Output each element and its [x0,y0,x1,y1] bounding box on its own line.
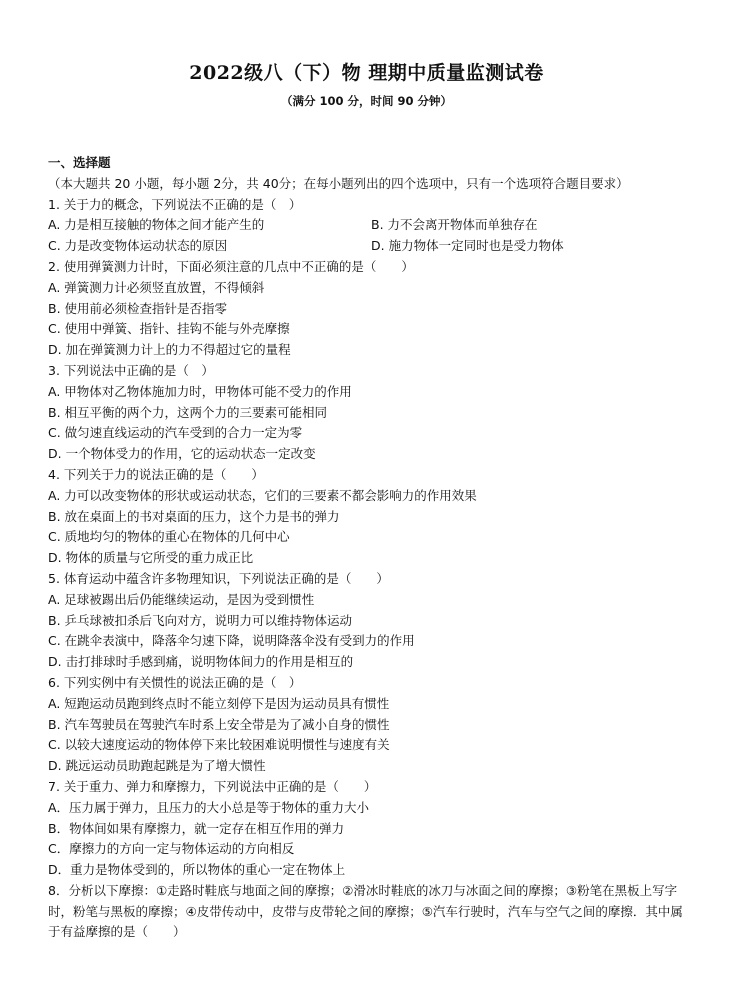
option-row [48,215,688,236]
option-c: C. 力是改变物体运动状态的原因 [48,238,228,254]
option-a: A. 力是相互接触的物体之间才能产生的 [48,217,265,233]
option-a: A．压力属于弹力，且压力的大小总是等于物体的重力大小 [48,799,370,815]
option-c: C. 做匀速直线运动的汽车受到的合力一定为零 [48,425,303,441]
option-d: D. 一个物体受力的作用，它的运动状态一定改变 [48,446,316,462]
question-stem: 1. 关于力的概念，下列说法不正确的是（ ） [48,196,302,212]
exam-subtitle: （满分 100 分，时间 90 分钟） [280,94,453,108]
option-b: B. 力不会离开物体而单独存在 [371,217,538,233]
option-a: A. 甲物体对乙物体施加力时，甲物体可能不受力的作用 [48,383,352,399]
section-intro [48,153,688,195]
question-stem: 6. 下列实例中有关惯性的说法正确的是（ ） [48,674,302,690]
exam-title: 2022级八（下）物 理期中质量监测试卷 [189,62,544,84]
question-stem: 7. 关于重力、弹力和摩擦力，下列说法中正确的是（ ） [48,778,377,794]
option-c: C. 质地均匀的物体的重心在物体的几何中心 [48,529,290,545]
question-stem: 5. 体育运动中蕴含许多物理知识，下列说法正确的是（ ） [48,570,389,586]
option-b: B. 使用前必须检查指针是否指零 [48,300,228,316]
option-d: D．重力是物体受到的，所以物体的重心一定在物体上 [48,862,346,878]
question-stem: 2. 使用弹簧测力计时，下面必须注意的几点中不正确的是（ ） [48,258,414,274]
option-a: A. 足球被踢出后仍能继续运动，是因为受到惯性 [48,591,315,607]
option-row [48,236,688,257]
option-a: A. 力可以改变物体的形状或运动状态，它们的三要素不都会影响力的作用效果 [48,487,477,503]
option-d: D. 施力物体一定同时也是受力物体 [371,238,564,254]
option-b: B. 相互平衡的两个力，这两个力的三要素可能相同 [48,404,328,420]
question-stem: 3. 下列说法中正确的是（ ） [48,362,214,378]
option-b: B. 汽车驾驶员在驾驶汽车时系上安全带是为了减小自身的惯性 [48,716,390,732]
question-stem: 8．分析以下摩擦：①走路时鞋底与地面之间的摩擦；②滑冰时鞋底的冰刀与冰面之间的摩擦；③粉笔在黑板上写字时，粉笔与黑板的摩擦；④皮带传动中，皮带与皮带轮之间的摩擦；⑤汽车行驶时，汽车与空气之间的摩擦．其中属于有益摩擦的是（ ） [48,882,683,940]
option-c: C. 使用中弹簧、指针、挂钩不能与外壳摩擦 [48,321,290,337]
question-stem: 4. 下列关于力的说法正确的是（ ） [48,466,264,482]
exam-content [48,153,688,943]
option-b: B．物体间如果有摩擦力，就一定存在相互作用的弹力 [48,820,345,836]
option-c: C. 在跳伞表演中，降落伞匀速下降，说明降落伞没有受到力的作用 [48,633,415,649]
option-c: C. 以较大速度运动的物体停下来比较困难说明惯性与速度有关 [48,737,390,753]
option-d: D. 加在弹簧测力计上的力不得超过它的量程 [48,342,291,358]
section-instructions: （本大题共 20 小题，每小题 2分，共 40分；在每小题列出的四个选项中，只有一个选项符合题目要求） [48,175,629,191]
option-c: C．摩擦力的方向一定与物体运动的方向相反 [48,841,295,857]
option-d: D. 物体的质量与它所受的重力成正比 [48,550,254,566]
option-b: B. 放在桌面上的书对桌面的压力，这个力是书的弹力 [48,508,340,524]
option-b: B. 乒乓球被扣杀后飞向对方，说明力可以维持物体运动 [48,612,353,628]
option-a: A. 短跑运动员跑到终点时不能立刻停下是因为运动员具有惯性 [48,695,390,711]
option-d: D. 跳远运动员助跑起跳是为了增大惯性 [48,758,266,774]
section-heading: 一、选择题 [48,155,111,170]
option-d: D. 击打排球时手感到痛，说明物体间力的作用是相互的 [48,654,354,670]
option-a: A. 弹簧测力计必须竖直放置，不得倾斜 [48,279,265,295]
